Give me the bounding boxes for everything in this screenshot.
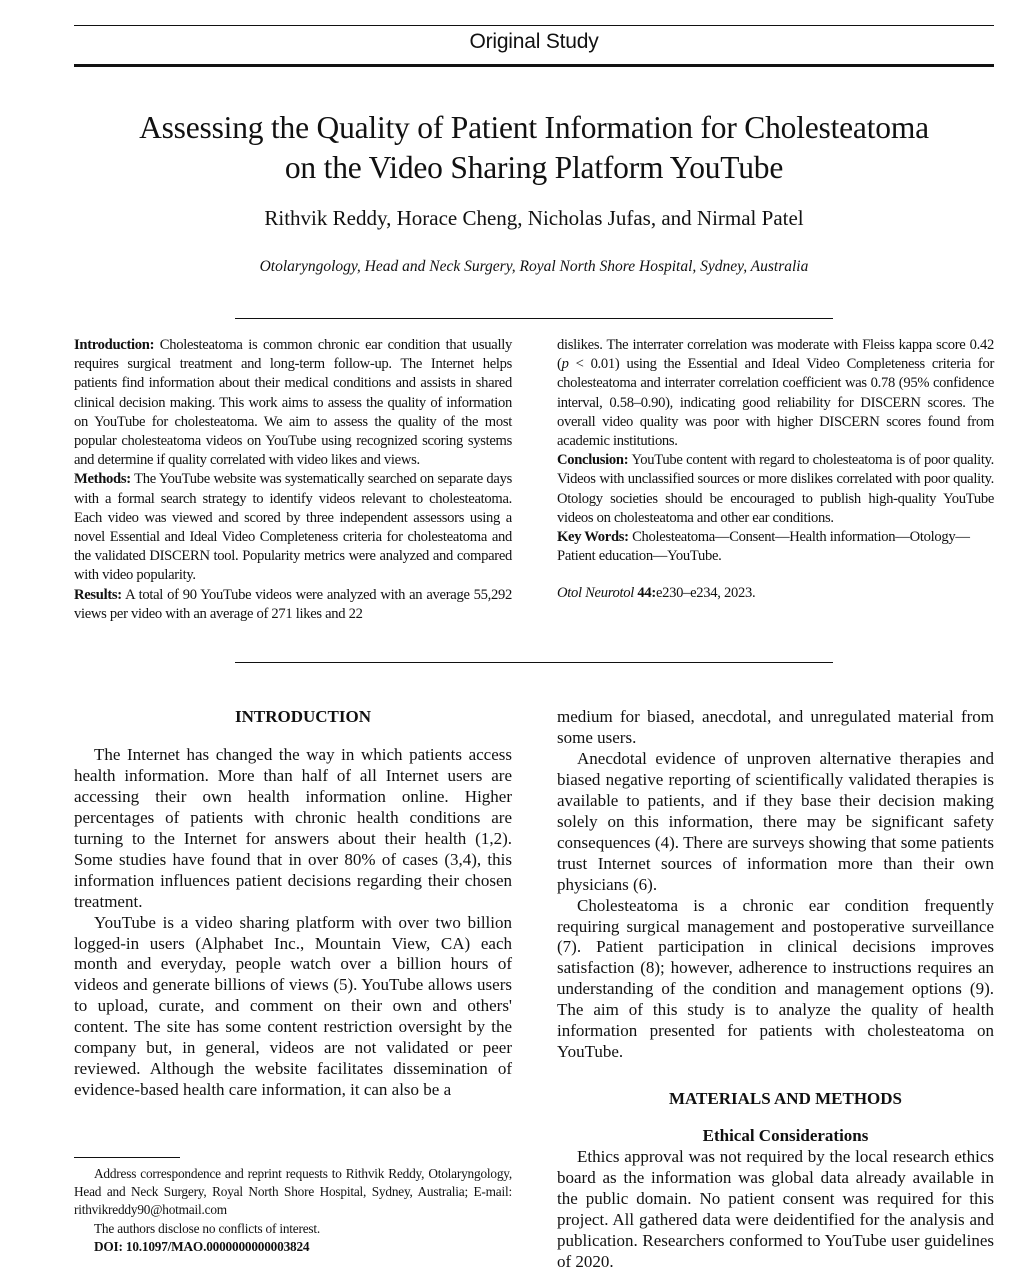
abstract-conclusion bbox=[557, 451, 994, 528]
abstract-top-rule bbox=[235, 318, 833, 319]
abstract-results-label: Results: bbox=[74, 586, 122, 603]
intro-paragraph-2: YouTube is a video sharing platform with over two billion logged-in users (Alphabet Inc., Mountain View, CA) each month and everyday, people watch over a billion hours of videos and generate billions of views (5). YouTube allows users to upload, curate, and comment on their own and others' content. The site has some content restriction oversight by the company but, in general, videos are not validated or peer reviewed. Although the website facilitates dissemination of evidence-based health care information, it can also be a bbox=[74, 912, 512, 1100]
body-left-column bbox=[74, 707, 512, 1101]
article-type-label: Original Study bbox=[469, 30, 599, 53]
abstract-left-column bbox=[74, 336, 512, 624]
footnote-rule bbox=[74, 1157, 180, 1158]
header-top-rule bbox=[74, 25, 994, 26]
abstract-results bbox=[74, 586, 512, 624]
abstract-conclusion-label: Conclusion: bbox=[557, 452, 629, 469]
abstract-methods-label: Methods: bbox=[74, 471, 131, 488]
abstract-methods-text: The YouTube website was systematically searched on separate days with a formal search strategy to identify videos relevant to cholesteatoma. Each video was viewed and scored by three independent assessors using a novel Essential and Ideal Video Completeness criteria for cholesteatoma and the validated DISCERN tool. Popularity metrics were analyzed and compared with video popularity. bbox=[74, 471, 512, 584]
abstract-results-text: A total of 90 YouTube videos were analyzed with an average 55,292 views per video with an average of 271 likes and 22 bbox=[74, 586, 513, 622]
intro-paragraph-2-continued: medium for biased, anecdotal, and unregulated material from some users. bbox=[557, 707, 994, 747]
title-line-1: Assessing the Quality of Patient Information for Cholesteatoma bbox=[139, 110, 929, 145]
abstract-keywords bbox=[557, 528, 994, 566]
ethics-subheading: Ethical Considerations bbox=[702, 1126, 869, 1146]
introduction-heading: INTRODUCTION bbox=[234, 707, 372, 726]
body-right-column bbox=[557, 707, 994, 1273]
abstract-bottom-rule bbox=[235, 662, 833, 663]
methods-heading: MATERIALS AND METHODS bbox=[669, 1089, 902, 1109]
abstract-conclusion-text: YouTube content with regard to cholesteatoma is of poor quality. Videos with unclassified sources or more dislikes correlated with poor quality. Otology societies should be encouraged to publish high-quality YouTube videos on cholesteatoma and other ear conditions. bbox=[557, 452, 994, 526]
footnote bbox=[74, 1165, 512, 1256]
intro-paragraph-3: Anecdotal evidence of unproven alternative therapies and biased negative reporting of scientifically validated therapies is available to patients, and if they base their decision making solely on this information, there may be significant safety consequences (4). There are surveys showing that some patients trust Internet sources of information more than their own physicians (6). bbox=[557, 748, 994, 894]
journal-volume: 44: bbox=[637, 585, 656, 602]
correspondence-address: Address correspondence and reprint requests to Rithvik Reddy, Otolaryngology, Head and Neck Surgery, Royal North Shore Hospital, Sydney, Australia; E-mail: rithvikreddy90@hotmail.com bbox=[74, 1166, 512, 1218]
author-list: Rithvik Reddy, Horace Cheng, Nicholas Jufas, and Nirmal Patel bbox=[264, 206, 804, 230]
abstract-introduction-label: Introduction: bbox=[74, 337, 155, 353]
intro-paragraph-1: The Internet has changed the way in which patients access health information. More than half of all Internet users are accessing their own health information online. Higher percentages of patients with chronic health conditions are turning to the Internet for answers about their health (1,2). Some studies have found that in over 80% of cases (3,4), this information influences patient decisions regarding their chosen treatment. bbox=[74, 744, 512, 911]
abstract-keywords-text: Cholesteatoma—Consent—Health information—Otology—Patient education—YouTube. bbox=[557, 529, 970, 565]
doi: DOI: 10.1097/MAO.0000000000003824 bbox=[94, 1238, 310, 1254]
journal-name: Otol Neurotol bbox=[557, 585, 635, 602]
title-line-2: on the Video Sharing Platform YouTube bbox=[284, 150, 784, 185]
journal-citation bbox=[557, 584, 994, 603]
journal-pages-year: e230–e234, 2023. bbox=[655, 585, 756, 602]
abstract-methods bbox=[74, 470, 512, 585]
affiliation: Otolaryngology, Head and Neck Surgery, Royal North Shore Hospital, Sydney, Australia bbox=[259, 258, 809, 275]
abstract-keywords-label: Key Words: bbox=[557, 529, 629, 546]
abstract-introduction-text: Cholesteatoma is common chronic ear condition that usually requires surgical treatment and long-term follow-up. The Internet helps patients find information about their medical conditions and assists in shared clinical decision making. This work aims to assess the quality of information on YouTube for cholesteatoma. We aim to assess the quality of the most popular cholesteatoma videos on YouTube using recognized scoring systems and determine if quality correlated with video likes and views. bbox=[74, 337, 512, 469]
article-title bbox=[74, 108, 994, 188]
header-bottom-rule bbox=[74, 64, 994, 67]
conflict-disclosure: The authors disclose no conflicts of interest. bbox=[94, 1220, 321, 1236]
ethics-paragraph: Ethics approval was not required by the local research ethics board as the information was global data already available in the public domain. No patient consent was required for this project. All gathered data were deidentified for the analysis and publication. Researchers conformed to YouTube user guidelines of 2020. bbox=[557, 1147, 994, 1271]
abstract-results-continued: dislikes. The interrater correlation was moderate with Fleiss kappa score 0.42 (p < 0.01) using the Essential and Ideal Video Completeness criteria for cholesteatoma and interrater correlation coefficient was 0.78 (95% confidence interval, 0.58–0.90), indicating good reliability for DISCERN scores. The overall video quality was poor with higher DISCERN scores found from academic institutions. bbox=[557, 337, 994, 450]
p-value-symbol: p bbox=[561, 356, 569, 373]
intro-paragraph-4: Cholesteatoma is a chronic ear condition frequently requiring surgical management and postoperative surveillance (7). Patient participation in clinical decisions improves satisfaction (8); however, adherence to instructions requires an understanding of the condition and management options (9). The aim of this study is to analyze the quality of health information presented for patients with cholesteatoma on YouTube. bbox=[557, 895, 994, 1062]
abstract-right-column bbox=[557, 336, 994, 604]
abstract-introduction bbox=[74, 336, 512, 470]
